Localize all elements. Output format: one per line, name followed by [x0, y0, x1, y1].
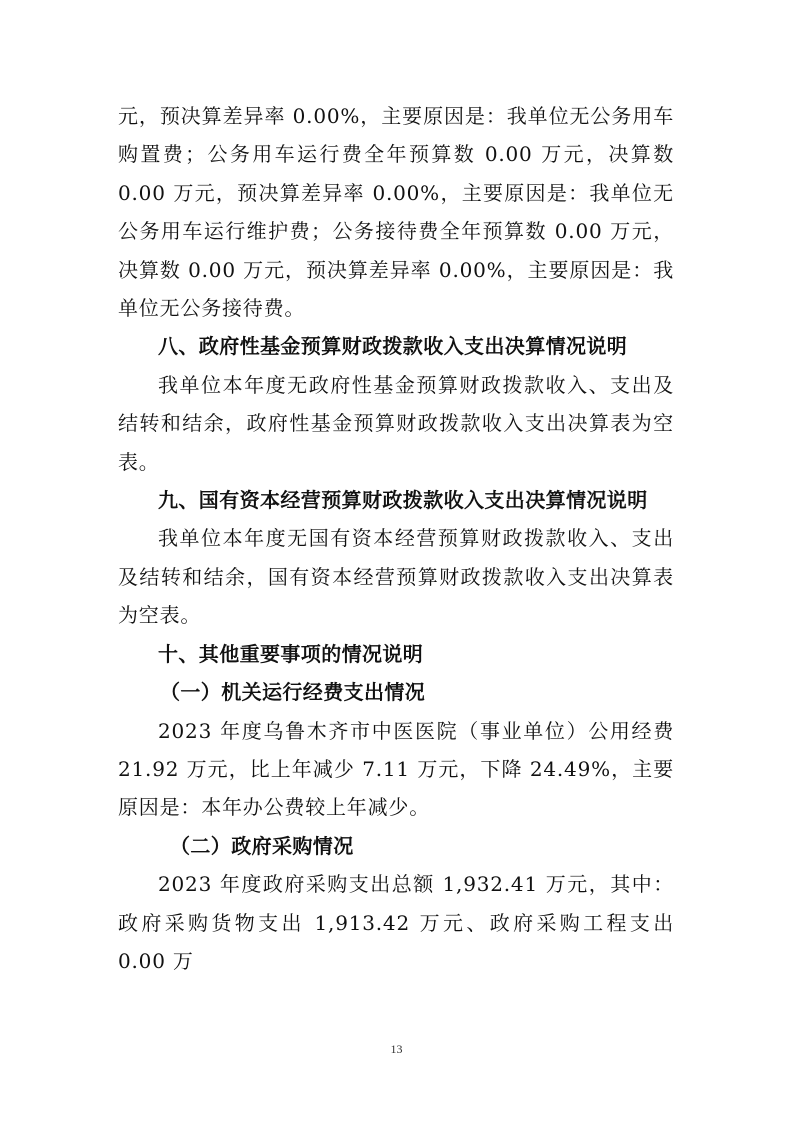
section-8-heading: 八、政府性基金预算财政拨款收入支出决算情况说明: [158, 334, 628, 359]
subsection-2-heading: （二）政府采购情况: [170, 833, 354, 858]
document-body: [118, 97, 674, 980]
section-10-heading: 十、其他重要事项的情况说明: [158, 641, 424, 666]
continuation-paragraph: 元，预决算差异率 0.00%，主要原因是：我单位无公务用车购置费；公务用车运行费全年预算数 0.00 万元，决算数 0.00 万元，预决算差异率 0.00%，主要原因是：我单位无公务用车运行维护费；公务接待费全年预算数 0.00 万元，决算数 0.00 万元，预决算差异率 0.00%，主要原因是：我单位无公务接待费。: [118, 104, 674, 321]
section-9-heading: 九、国有资本经营预算财政拨款收入支出决算情况说明: [158, 488, 648, 513]
subsection-1-heading: （一）机关运行经费支出情况: [160, 680, 426, 705]
section-9-paragraph: 我单位本年度无国有资本经营预算财政拨款收入、支出及结转和结余，国有资本经营预算财政拨款收入支出决算表为空表。: [118, 526, 674, 628]
subsection-2-paragraph: 2023 年度政府采购支出总额 1,932.41 万元，其中：政府采购货物支出 1,913.42 万元、政府采购工程支出 0.00 万: [118, 872, 674, 973]
section-8-paragraph: 我单位本年度无政府性基金预算财政拨款收入、支出及结转和结余，政府性基金预算财政拨款收入支出决算表为空表。: [118, 372, 674, 474]
subsection-1-paragraph: 2023 年度乌鲁木齐市中医医院（事业单位）公用经费 21.92 万元，比上年减少 7.11 万元，下降 24.49%，主要原因是：本年办公费较上年减少。: [118, 718, 674, 820]
page-number: 13: [390, 1042, 403, 1056]
